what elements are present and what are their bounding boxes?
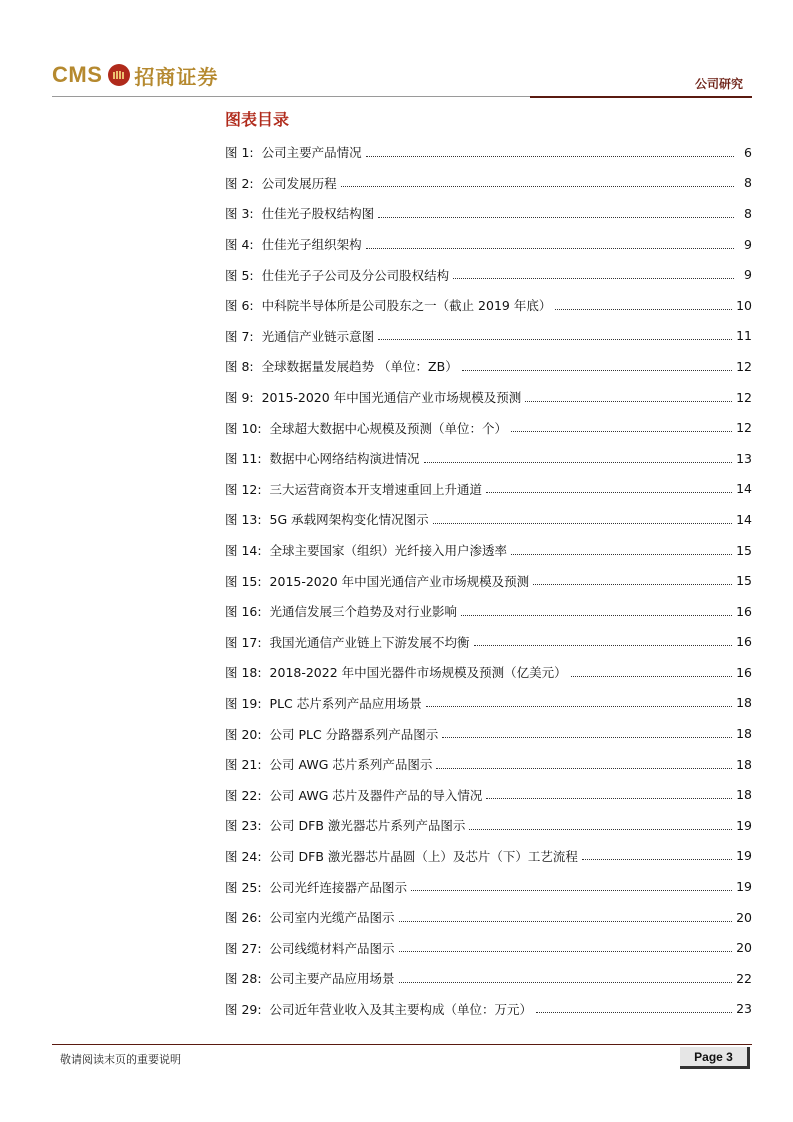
toc-leader-dots (433, 523, 732, 524)
toc-entry-page: 10 (736, 297, 752, 313)
toc-leader-dots (436, 768, 732, 769)
toc-leader-dots (555, 309, 732, 310)
toc-entry-label: 图 20: 公司 PLC 分路器系列产品图示 (225, 726, 439, 742)
toc-entry-page: 18 (736, 756, 752, 772)
toc-leader-dots (474, 645, 733, 646)
toc-entry-page: 19 (736, 848, 752, 864)
toc-entry-page: 18 (736, 726, 752, 742)
toc-leader-dots (426, 706, 732, 707)
toc-leader-dots (511, 431, 732, 432)
toc-entry-page: 14 (736, 481, 752, 497)
toc-entry[interactable] (225, 137, 752, 168)
toc-entry[interactable] (225, 229, 752, 260)
toc-entry-page: 19 (736, 879, 752, 895)
footer-note: 敬请阅读末页的重要说明 (60, 1053, 181, 1066)
toc-leader-dots (399, 951, 733, 952)
toc-entry-page: 9 (744, 236, 752, 252)
toc-leader-dots (486, 492, 732, 493)
toc-entry-label: 图 13: 5G 承载网架构变化情况图示 (225, 512, 429, 528)
toc-entry[interactable] (225, 627, 752, 658)
brand-logo (52, 60, 218, 90)
toc-entry-page: 12 (736, 420, 752, 436)
toc-entry[interactable] (225, 168, 752, 199)
toc-entry-label: 图 21: 公司 AWG 芯片系列产品图示 (225, 757, 433, 773)
toc-entry-label: 图 11: 数据中心网络结构演进情况 (225, 451, 420, 467)
toc-leader-dots (366, 156, 734, 157)
toc-entry-page: 16 (736, 664, 752, 680)
page-number-badge: Page 3 (680, 1047, 750, 1069)
toc-leader-dots (341, 186, 734, 187)
toc-entry-page: 12 (736, 389, 752, 405)
toc-entry[interactable] (225, 321, 752, 352)
toc-entry-page: 19 (736, 817, 752, 833)
toc-entry-page: 20 (736, 909, 752, 925)
toc-entry-page: 6 (744, 144, 752, 160)
toc-entry-page: 18 (736, 787, 752, 803)
toc-entry-page: 20 (736, 940, 752, 956)
toc-entry-page: 23 (736, 1001, 752, 1017)
toc-leader-dots (411, 890, 732, 891)
toc-leader-dots (533, 584, 732, 585)
toc-entry-label: 图 6: 中科院半导体所是公司股东之一（截止 2019 年底） (225, 298, 552, 314)
toc-leader-dots (366, 248, 734, 249)
toc-leader-dots (486, 798, 732, 799)
toc-entry-label: 图 29: 公司近年营业收入及其主要构成（单位：万元） (225, 1001, 533, 1017)
toc-entry[interactable] (225, 198, 752, 229)
toc-entry[interactable] (225, 841, 752, 872)
toc-entry-label: 图 3: 仕佳光子股权结构图 (225, 206, 375, 222)
toc-entry-page: 15 (736, 573, 752, 589)
toc-leader-dots (442, 737, 732, 738)
toc-entry[interactable] (225, 382, 752, 413)
toc-leader-dots (453, 278, 734, 279)
toc-entry[interactable] (225, 932, 752, 963)
toc-leader-dots (469, 829, 732, 830)
toc-entry[interactable] (225, 810, 752, 841)
toc-entry[interactable] (225, 749, 752, 780)
toc-leader-dots (511, 554, 732, 555)
toc-entry-page: 14 (736, 511, 752, 527)
toc-entry[interactable] (225, 535, 752, 566)
toc-entry-label: 图 24: 公司 DFB 激光器芯片晶圆（上）及芯片（下）工艺流程 (225, 848, 578, 864)
toc-entry-label: 图 9: 2015-2020 年中国光通信产业市场规模及预测 (225, 390, 522, 406)
toc-entry[interactable] (225, 351, 752, 382)
toc-leader-dots (525, 401, 732, 402)
toc-entry-page: 16 (736, 634, 752, 650)
toc-entry-label: 图 28: 公司主要产品应用场景 (225, 971, 395, 987)
toc-entry[interactable] (225, 718, 752, 749)
toc-entry[interactable] (225, 412, 752, 443)
toc-entry[interactable] (225, 290, 752, 321)
toc-entry-label: 图 22: 公司 AWG 芯片及器件产品的导入情况 (225, 787, 483, 803)
toc-entry-label: 图 25: 公司光纤连接器产品图示 (225, 879, 408, 895)
toc-entry[interactable] (225, 902, 752, 933)
toc-entry-label: 图 7: 光通信产业链示意图 (225, 328, 375, 344)
toc-entry[interactable] (225, 596, 752, 627)
toc-title: 图表目录 (225, 110, 290, 129)
toc-entry-label: 图 5: 仕佳光子子公司及分公司股权结构 (225, 267, 450, 283)
toc-entry[interactable] (225, 657, 752, 688)
toc-leader-dots (399, 921, 733, 922)
toc-entry-page: 11 (736, 328, 752, 344)
toc-entry-page: 8 (744, 175, 752, 191)
toc-entry-label: 图 2: 公司发展历程 (225, 175, 337, 191)
header-divider (52, 96, 532, 97)
toc-entry-label: 图 12: 三大运营商资本开支增速重回上升通道 (225, 481, 483, 497)
toc-leader-dots (399, 982, 733, 983)
toc-entry-page: 12 (736, 358, 752, 374)
toc-entry[interactable] (225, 963, 752, 994)
toc-entry-label: 图 27: 公司线缆材料产品图示 (225, 940, 395, 956)
toc-entry-page: 18 (736, 695, 752, 711)
toc-entry[interactable] (225, 565, 752, 596)
toc-entry-page: 13 (736, 450, 752, 466)
toc-entry[interactable] (225, 474, 752, 505)
logo-mark-icon (108, 64, 130, 86)
report-type-label: 公司研究 (694, 77, 743, 91)
toc-entry[interactable] (225, 259, 752, 290)
toc-entry-label: 图 4: 仕佳光子组织架构 (225, 237, 362, 253)
toc-entry[interactable] (225, 504, 752, 535)
toc-leader-dots (536, 1012, 732, 1013)
toc-entry[interactable] (225, 688, 752, 719)
toc-entry-label: 图 18: 2018-2022 年中国光器件市场规模及预测（亿美元） (225, 665, 567, 681)
toc-entry-label: 图 14: 全球主要国家（组织）光纤接入用户渗透率 (225, 543, 508, 559)
toc-entry[interactable] (225, 779, 752, 810)
toc-entry-page: 9 (744, 267, 752, 283)
toc-leader-dots (582, 859, 732, 860)
toc-entry-label: 图 8: 全球数据量发展趋势 （单位：ZB） (225, 359, 458, 375)
toc-leader-dots (462, 370, 732, 371)
toc-entry-label: 图 1: 公司主要产品情况 (225, 145, 362, 161)
toc-entry-page: 15 (736, 542, 752, 558)
toc-entry-page: 16 (736, 603, 752, 619)
toc-leader-dots (461, 615, 732, 616)
toc-leader-dots (424, 462, 733, 463)
figure-toc-list (225, 137, 752, 1024)
toc-leader-dots (378, 217, 734, 218)
toc-entry-page: 22 (736, 970, 752, 986)
footer-divider (52, 1044, 752, 1045)
toc-entry-label: 图 26: 公司室内光缆产品图示 (225, 910, 395, 926)
toc-entry[interactable] (225, 871, 752, 902)
logo-text: CMS (52, 62, 103, 87)
toc-entry-label: 图 10: 全球超大数据中心规模及预测（单位：个） (225, 420, 508, 436)
toc-entry-label: 图 15: 2015-2020 年中国光通信产业市场规模及预测 (225, 573, 530, 589)
logo-chinese-name: 招商证券 (134, 64, 219, 89)
toc-entry-page: 8 (744, 205, 752, 221)
toc-entry-label: 图 23: 公司 DFB 激光器芯片系列产品图示 (225, 818, 466, 834)
header-divider-accent (530, 96, 752, 98)
toc-entry[interactable] (225, 994, 752, 1025)
toc-entry-label: 图 17: 我国光通信产业链上下游发展不均衡 (225, 634, 470, 650)
toc-leader-dots (378, 339, 732, 340)
toc-entry[interactable] (225, 443, 752, 474)
toc-entry-label: 图 16: 光通信发展三个趋势及对行业影响 (225, 604, 458, 620)
toc-leader-dots (571, 676, 732, 677)
toc-entry-label: 图 19: PLC 芯片系列产品应用场景 (225, 695, 422, 711)
